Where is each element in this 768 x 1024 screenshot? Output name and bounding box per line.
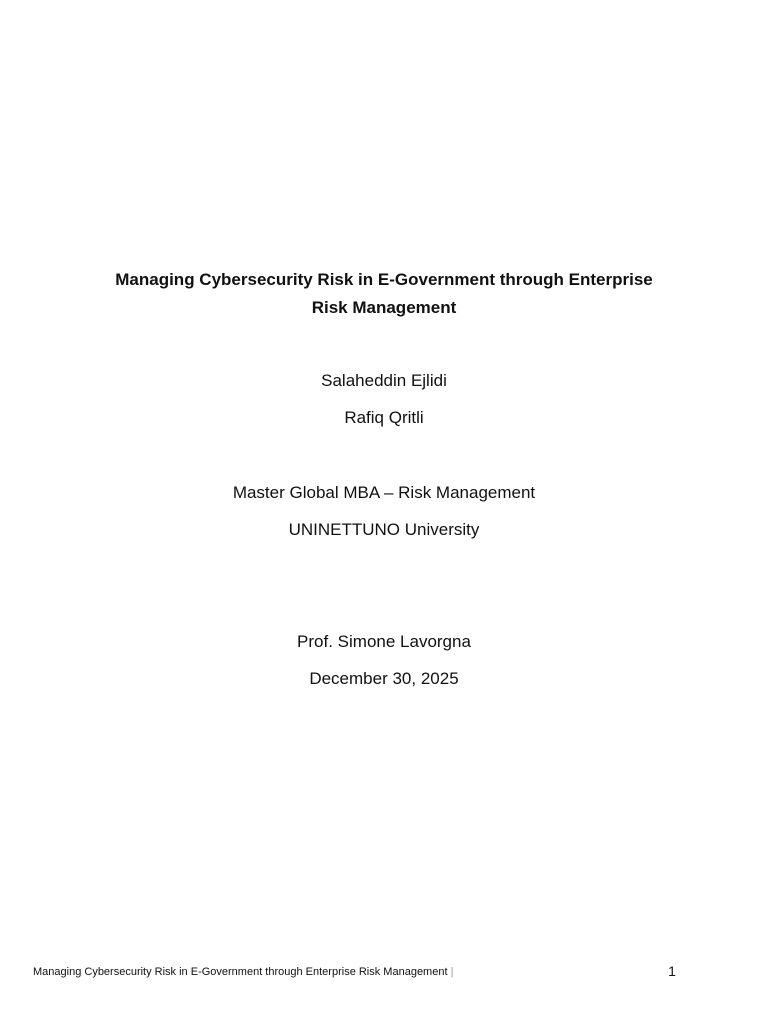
submission-date: December 30, 2025 [309,669,459,688]
paper-title [0,266,768,322]
instructor-name: Prof. Simone Lavorgna [297,632,471,651]
institution-name: UNINETTUNO University [288,520,480,539]
running-head [33,964,453,980]
program-name: Master Global MBA – Risk Management [232,483,536,502]
running-head-separator: | [450,966,454,978]
running-head-text: Managing Cybersecurity Risk in E-Government through Enterprise Risk Management [33,966,448,978]
page-number: 1 [668,963,676,979]
paper-title-line-1: Managing Cybersecurity Risk in E-Government through Enterprise [115,270,653,289]
author-name: Rafiq Qritli [344,408,424,427]
author-name: Salaheddin Ejlidi [321,371,447,390]
paper-title-line-2: Risk Management [311,298,457,317]
